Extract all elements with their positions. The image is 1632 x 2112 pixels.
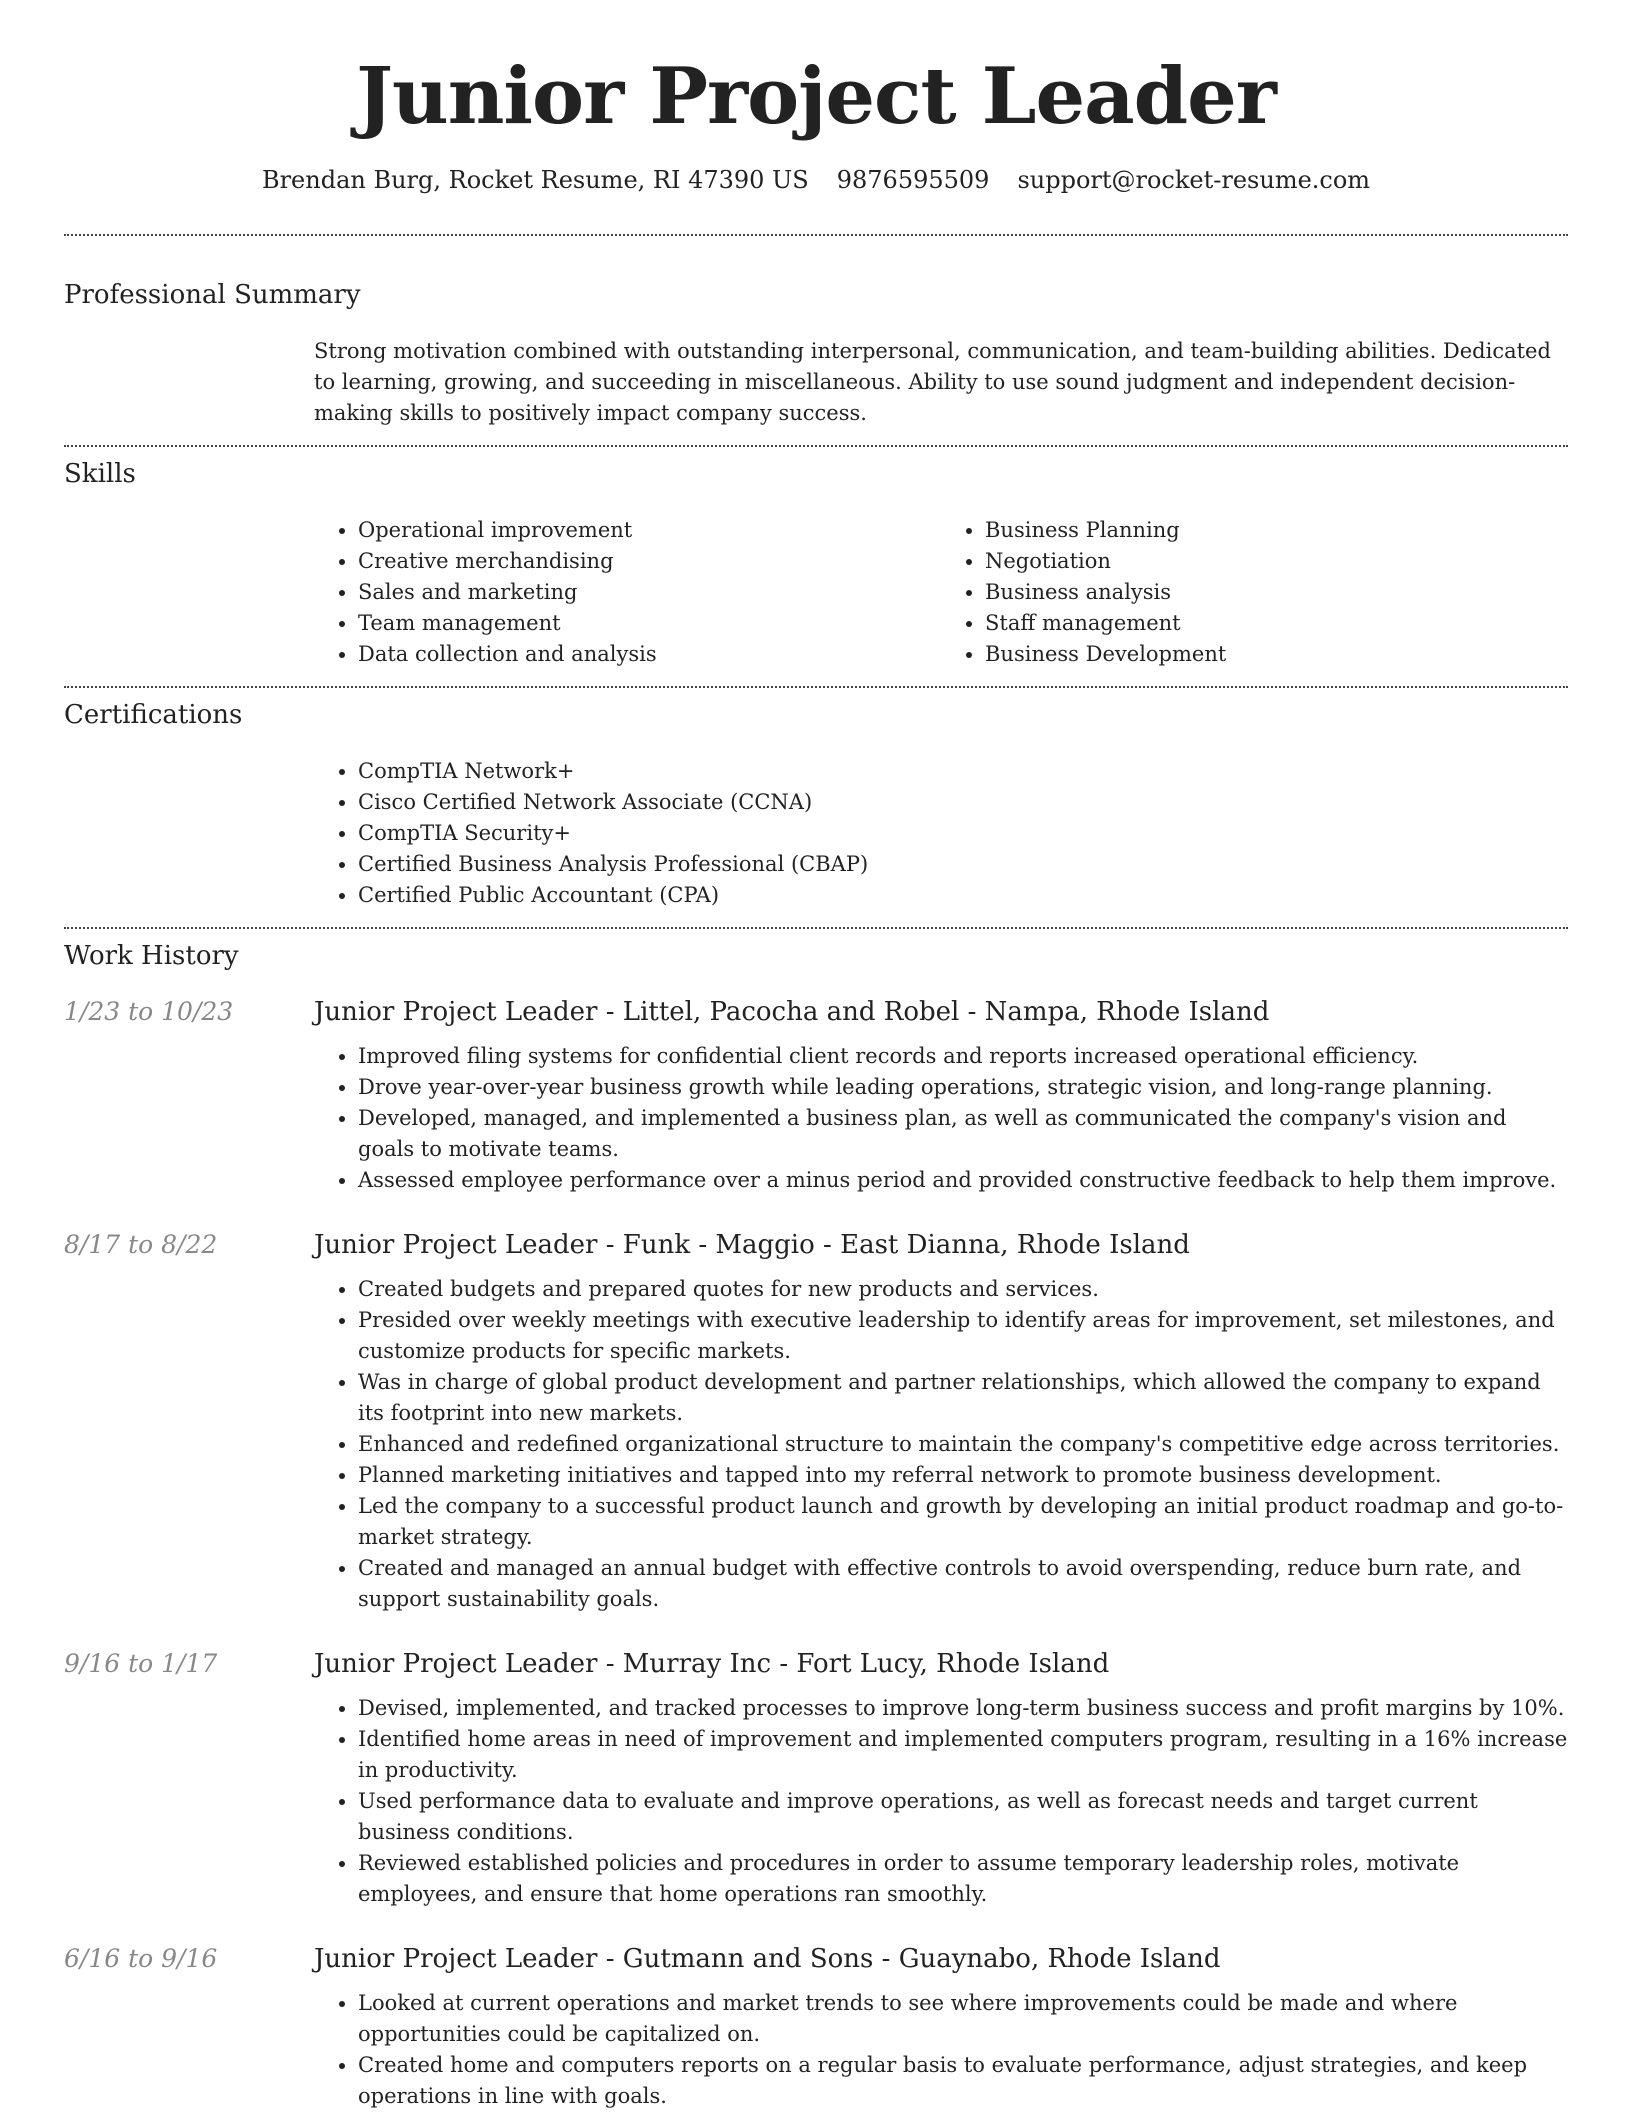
skill-item: • Creative merchandising <box>358 546 941 577</box>
contact-address: Brendan Burg, Rocket Resume, RI 47390 US <box>261 166 809 194</box>
summary-heading: Professional Summary <box>64 280 361 310</box>
divider <box>64 686 1568 688</box>
job-dates: 1/23 to 10/23 <box>64 997 234 1026</box>
job-bullet: • Created home and computers reports on a regular basis to evaluate performance, adjust strategies, and keep operations in line with goals. <box>358 2050 1568 2112</box>
job-bullet: • Looked at current operations and market trends to see where improvements could be made and where opportunities could be capitalized on. <box>358 1988 1568 2050</box>
divider <box>64 234 1568 236</box>
job-bullet: • Used performance data to evaluate and improve operations, as well as forecast needs and target current business conditions. <box>358 1786 1568 1848</box>
job-bullet: • Enhanced and redefined organizational structure to maintain the company's competitive edge across territories. <box>358 1429 1568 1460</box>
job-bullet: • Reviewed established policies and procedures in order to assume temporary leadership roles, motivate employees, and ensure that home operations ran smoothly. <box>358 1848 1568 1910</box>
skill-item: • Team management <box>358 608 941 639</box>
job-bullet: • Presided over weekly meetings with executive leadership to identify areas for improvement, set milestones, and customize products for specific markets. <box>358 1305 1568 1367</box>
job-title: Junior Project Leader - Littel, Pacocha and Robel - Nampa, Rhode Island <box>314 997 1270 1027</box>
work-heading: Work History <box>64 941 239 971</box>
skills-list <box>314 515 1568 670</box>
skill-item: • Business Planning <box>985 515 1568 546</box>
skill-item: • Business Development <box>985 639 1568 670</box>
certification-item: • Certified Public Accountant (CPA) <box>358 880 1568 911</box>
resume-page <box>64 0 1568 2112</box>
job-dates: 6/16 to 9/16 <box>64 1944 218 1973</box>
job-bullet: • Created budgets and prepared quotes for new products and services. <box>358 1274 1568 1305</box>
contact-phone: 9876595509 <box>836 166 990 194</box>
job-entry <box>64 1944 1568 2112</box>
job-bullets <box>314 1693 1568 1910</box>
job-title: Junior Project Leader - Gutmann and Sons - Guaynabo, Rhode Island <box>314 1944 1221 1974</box>
divider <box>64 445 1568 447</box>
resume-title: Junior Project Leader <box>356 51 1276 142</box>
job-bullet: • Created and managed an annual budget with effective controls to avoid overspending, reduce burn rate, and support sustainability goals. <box>358 1553 1568 1615</box>
skills-column-right <box>941 515 1568 670</box>
contact-email: support@rocket-resume.com <box>1017 166 1371 194</box>
job-bullet: • Was in charge of global product development and partner relationships, which allowed the company to expand its footprint into new markets. <box>358 1367 1568 1429</box>
job-bullets <box>314 1041 1568 1196</box>
skill-item: • Business analysis <box>985 577 1568 608</box>
skill-item: • Sales and marketing <box>358 577 941 608</box>
job-entry <box>64 997 1568 1196</box>
certification-item: • CompTIA Network+ <box>358 756 1568 787</box>
summary-text: Strong motivation combined with outstanding interpersonal, communication, and team-building abilities. Dedicated to learning, growing, and succeeding in miscellaneous. Ability to use sound judgment and independent decision-making skills to positively impact company success. <box>314 339 1551 425</box>
job-title: Junior Project Leader - Murray Inc - Fort Lucy, Rhode Island <box>314 1649 1110 1679</box>
certification-item: • Certified Business Analysis Professional (CBAP) <box>358 849 1568 880</box>
skills-heading: Skills <box>64 459 136 489</box>
job-bullet: • Developed, managed, and implemented a business plan, as well as communicated the company's vision and goals to motivate teams. <box>358 1103 1568 1165</box>
job-bullet: • Led the company to a successful product launch and growth by developing an initial product roadmap and go-to-market strategy. <box>358 1491 1568 1553</box>
job-bullets <box>314 1274 1568 1615</box>
skill-item: • Data collection and analysis <box>358 639 941 670</box>
job-entry <box>64 1649 1568 1910</box>
job-dates: 8/17 to 8/22 <box>64 1230 218 1259</box>
divider <box>64 927 1568 929</box>
certification-item: • Cisco Certified Network Associate (CCNA) <box>358 787 1568 818</box>
job-title: Junior Project Leader - Funk - Maggio - East Dianna, Rhode Island <box>314 1230 1190 1260</box>
skill-item: • Staff management <box>985 608 1568 639</box>
job-bullets <box>314 1988 1568 2112</box>
job-bullet: • Planned marketing initiatives and tapped into my referral network to promote business development. <box>358 1460 1568 1491</box>
job-bullet: • Improved filing systems for confidential client records and reports increased operational efficiency. <box>358 1041 1568 1072</box>
job-entry <box>64 1230 1568 1615</box>
job-dates: 9/16 to 1/17 <box>64 1649 218 1678</box>
contact-line <box>64 166 1568 194</box>
certification-item: • CompTIA Security+ <box>358 818 1568 849</box>
certifications-list <box>314 756 1568 911</box>
skill-item: • Negotiation <box>985 546 1568 577</box>
skill-item: • Operational improvement <box>358 515 941 546</box>
skills-column-left <box>314 515 941 670</box>
job-bullet: • Assessed employee performance over a minus period and provided constructive feedback to help them improve. <box>358 1165 1568 1196</box>
job-bullet: • Drove year-over-year business growth while leading operations, strategic vision, and long-range planning. <box>358 1072 1568 1103</box>
job-bullet: • Devised, implemented, and tracked processes to improve long-term business success and profit margins by 10%. <box>358 1693 1568 1724</box>
certifications-heading: Certifications <box>64 700 243 730</box>
job-bullet: • Identified home areas in need of improvement and implemented computers program, resulting in a 16% increase in productivity. <box>358 1724 1568 1786</box>
